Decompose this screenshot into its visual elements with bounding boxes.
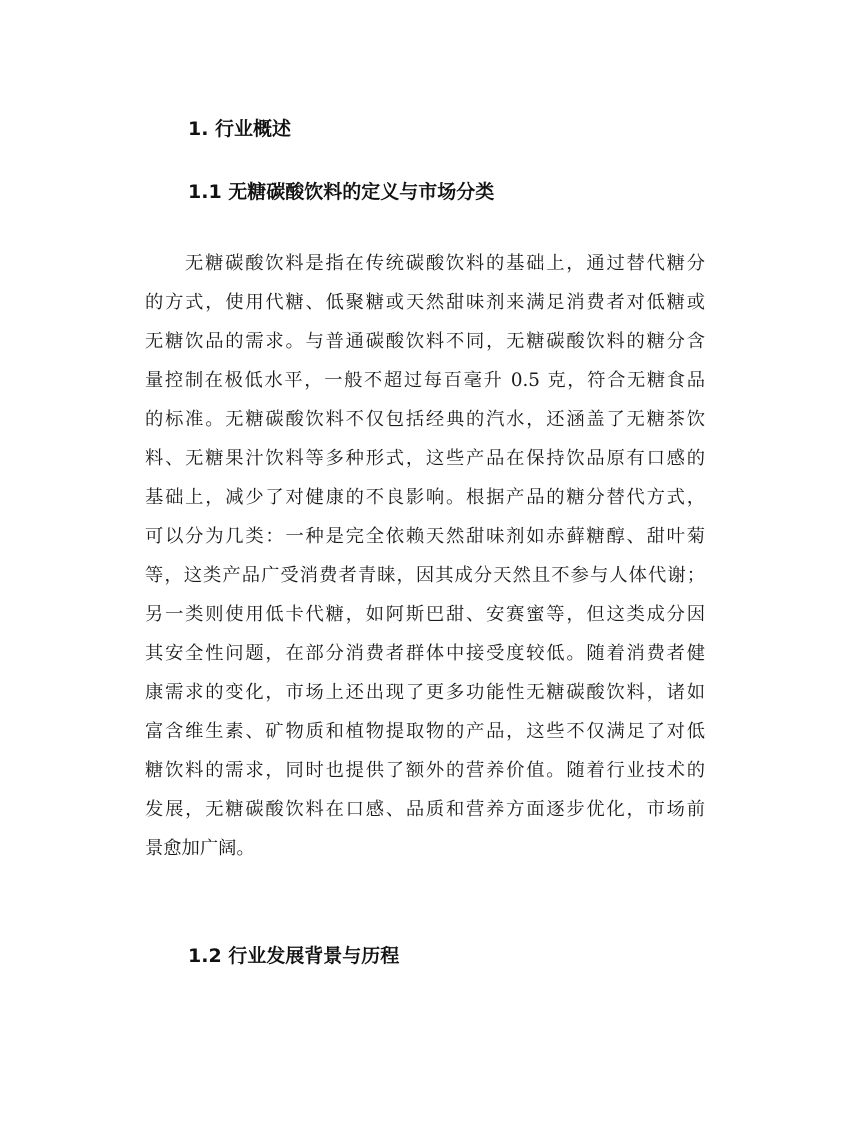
subsection-heading-1-1: 1.1 无糖碳酸饮料的定义与市场分类: [188, 181, 495, 203]
paragraph-line: 的方式，使用代糖、低聚糖或天然甜味剂来满足消费者对低糖或: [145, 292, 705, 313]
paragraph-line: 景愈加广阔。: [145, 838, 255, 859]
section-heading: 1. 行业概述: [188, 118, 292, 140]
paragraph-line: 量控制在极低水平，一般不超过每百毫升 0.5 克，符合无糖食品: [145, 370, 705, 391]
paragraph-line: 的标准。无糖碳酸饮料不仅包括经典的汽水，还涵盖了无糖茶饮: [145, 409, 705, 430]
paragraph-line: 无糖饮品的需求。与普通碳酸饮料不同，无糖碳酸饮料的糖分含: [145, 331, 705, 352]
paragraph-line: 发展，无糖碳酸饮料在口感、品质和营养方面逐步优化，市场前: [145, 799, 705, 820]
paragraph-line: 另一类则使用低卡代糖，如阿斯巴甜、安赛蜜等，但这类成分因: [145, 604, 705, 625]
paragraph-line: 无糖碳酸饮料是指在传统碳酸饮料的基础上，通过替代糖分: [185, 253, 705, 274]
subsection-heading-1-2: 1.2 行业发展背景与历程: [188, 945, 400, 967]
paragraph-line: 富含维生素、矿物质和植物提取物的产品，这些不仅满足了对低: [145, 721, 705, 742]
paragraph-line: 料、无糖果汁饮料等多种形式，这些产品在保持饮品原有口感的: [145, 448, 705, 469]
paragraph-line: 康需求的变化，市场上还出现了更多功能性无糖碳酸饮料，诸如: [145, 682, 705, 703]
paragraph-line: 基础上，减少了对健康的不良影响。根据产品的糖分替代方式，: [145, 487, 705, 508]
paragraph-line: 等，这类产品广受消费者青睐，因其成分天然且不参与人体代谢；: [145, 565, 705, 586]
paragraph-line: 糖饮料的需求，同时也提供了额外的营养价值。随着行业技术的: [145, 760, 705, 781]
paragraph-line: 可以分为几类：一种是完全依赖天然甜味剂如赤藓糖醇、甜叶菊: [145, 526, 705, 547]
body-paragraph: [145, 244, 705, 868]
paragraph-line: 其安全性问题，在部分消费者群体中接受度较低。随着消费者健: [145, 643, 705, 664]
